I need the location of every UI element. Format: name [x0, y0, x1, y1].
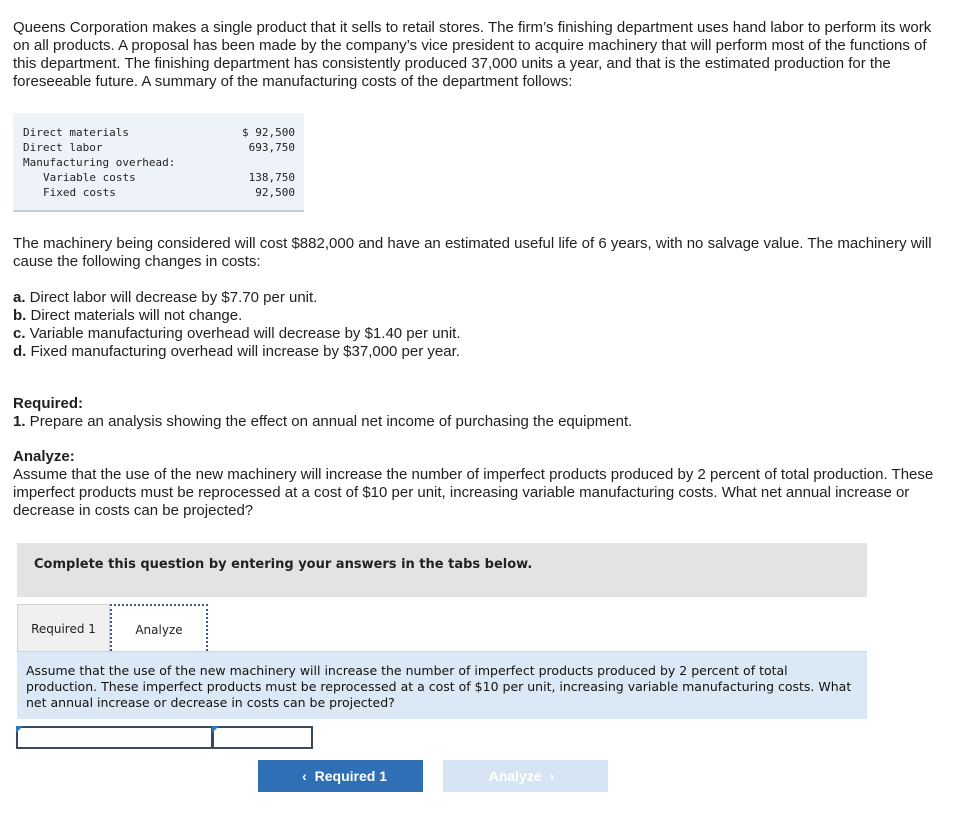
item-text: Direct materials will not change.: [26, 307, 243, 324]
cost-label: Direct materials: [23, 126, 129, 139]
problem-intro: Queens Corporation makes a single product that it sells to retail stores. The firm’s finishing department uses hand labor to perform its work on all products. A proposal has been made by the company’s vice president to acquire machinery that will perform most of the functions of this department. The finishing department has consistently produced 37,000 units a year, and that is the estimated production for the foreseeable future. A summary of the manufacturing costs of the department follows:: [13, 19, 932, 90]
cost-value: 138,750: [248, 171, 295, 184]
cost-label: Variable costs: [43, 171, 136, 184]
item-letter: c.: [13, 325, 26, 342]
answer-label-input[interactable]: [16, 726, 213, 749]
next-analyze-button[interactable]: [443, 760, 608, 792]
cost-label: Direct labor: [23, 141, 103, 154]
item-text: Fixed manufacturing overhead will increase by $37,000 per year.: [26, 343, 460, 360]
cost-label: Fixed costs: [43, 186, 116, 199]
list-item: [13, 325, 461, 343]
required-number: 1.: [13, 413, 26, 430]
prev-required-1-button[interactable]: [258, 760, 423, 792]
tab-label: Analyze: [135, 623, 183, 637]
chevron-left-icon: ‹: [301, 768, 307, 784]
cost-row: [23, 185, 295, 200]
cost-summary-table: [13, 113, 304, 212]
item-letter: b.: [13, 307, 27, 324]
answer-amount-input[interactable]: [212, 726, 313, 749]
cost-value: $ 92,500: [242, 126, 295, 139]
next-button-label: Analyze: [488, 768, 542, 784]
prev-button-label: Required 1: [314, 768, 388, 784]
item-text: Direct labor will decrease by $7.70 per unit.: [25, 289, 318, 306]
analyze-text: Assume that the use of the new machinery will increase the number of imperfect products produced by 2 percent of total production. These imperfect products must be reprocessed at a cost of $10 per unit, increasing variable manufacturing costs. What net annual increase or decrease in costs can be projected?: [13, 466, 934, 519]
analyze-heading: Analyze:: [13, 448, 75, 465]
cost-value: 693,750: [248, 141, 295, 154]
required-item: [13, 413, 948, 431]
instruction-banner: [17, 543, 867, 597]
tab-required-1[interactable]: [17, 604, 110, 651]
chevron-right-icon: ›: [549, 768, 555, 784]
required-text: Prepare an analysis showing the effect on annual net income of purchasing the equipment.: [25, 413, 633, 430]
item-text: Variable manufacturing overhead will decrease by $1.40 per unit.: [25, 325, 461, 342]
cost-row: [23, 170, 295, 185]
cost-row: [23, 125, 295, 140]
item-letter: d.: [13, 343, 27, 360]
tab-analyze[interactable]: [110, 604, 208, 651]
cost-row: [23, 140, 295, 155]
changes-list: [13, 289, 461, 361]
list-item: [13, 343, 461, 361]
cost-row: [23, 155, 295, 170]
item-letter: a.: [13, 289, 26, 306]
cost-label: Manufacturing overhead:: [23, 156, 176, 169]
required-heading: Required:: [13, 395, 84, 412]
analyze-prompt: Assume that the use of the new machinery will increase the number of imperfect products produced by 2 percent of total production. These imperfect products must be reprocessed at a cost of $10 per unit, increasing variable manufacturing costs. What net annual increase or decrease in costs can be projected?: [17, 651, 867, 719]
tab-label: Required 1: [31, 622, 96, 636]
instruction-text: Complete this question by entering your answers in the tabs below.: [34, 557, 533, 572]
changes-intro: The machinery being considered will cost $882,000 and have an estimated useful life of 6 years, with no salvage value. The machinery will cause the following changes in costs:: [13, 235, 932, 270]
input-indicator-icon: [212, 726, 219, 733]
input-indicator-icon: [16, 726, 23, 733]
list-item: [13, 289, 461, 307]
list-item: [13, 307, 461, 325]
cost-value: 92,500: [255, 186, 295, 199]
